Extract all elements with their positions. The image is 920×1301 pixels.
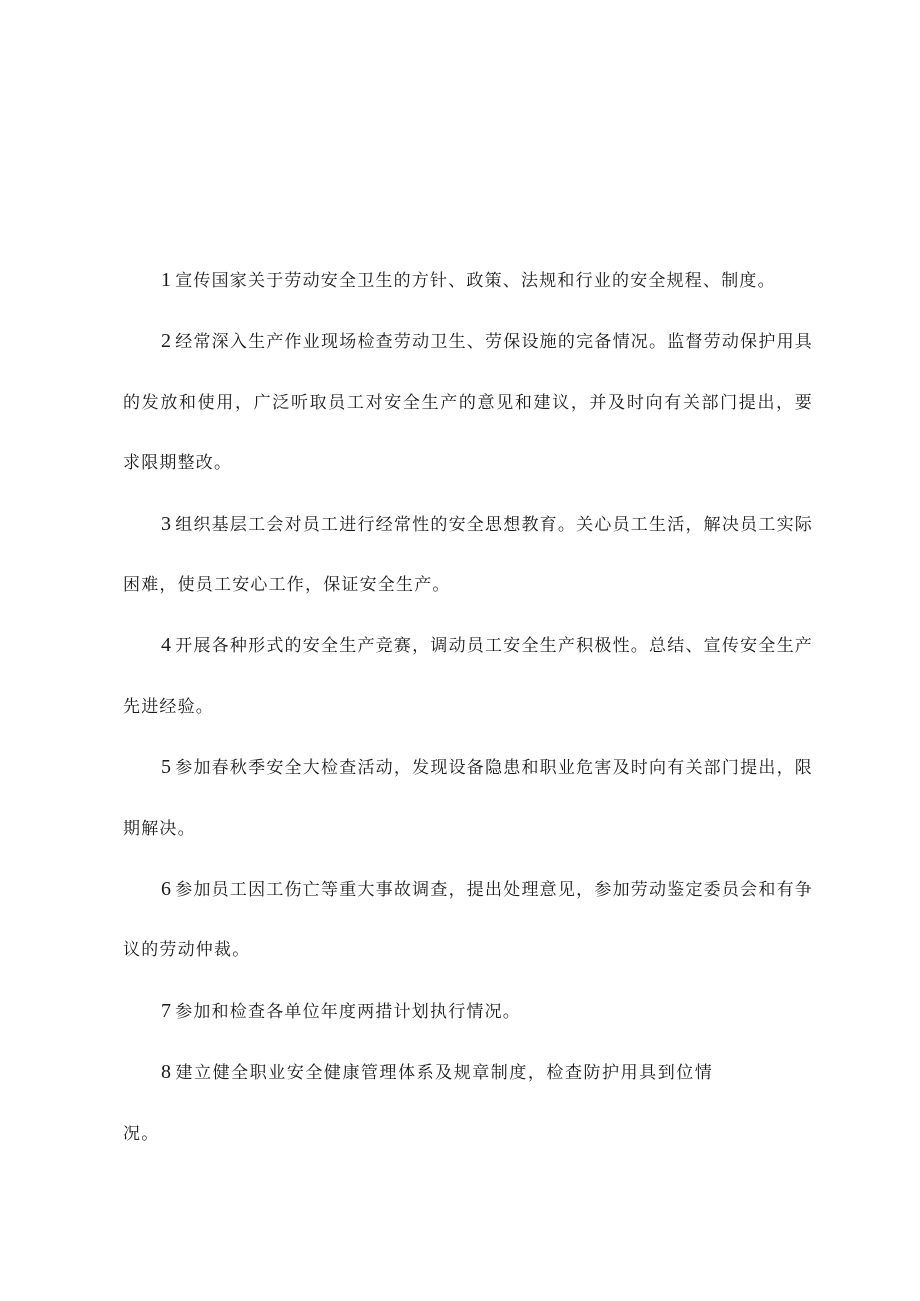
item-number: 7	[161, 999, 173, 1022]
list-item	[123, 615, 813, 737]
item-text: 宣传国家关于劳动安全卫生的方针、政策、法规和行业的安全规程、制度。	[175, 271, 776, 291]
item-number: 6	[161, 878, 173, 901]
item-number: 2	[161, 330, 173, 353]
item-text: 建立健全职业安全健康管理体系及规章制度，检查防护用具到位情况。	[123, 1063, 713, 1144]
item-number: 3	[161, 512, 173, 535]
list-item	[123, 494, 813, 616]
item-number: 5	[161, 756, 173, 779]
item-number: 1	[161, 269, 173, 291]
item-number: 8	[161, 1061, 173, 1084]
item-text: 组织基层工会对员工进行经常性的安全思想教育。关心员工生活，解决员工实际困难，使员工安心工作，保证安全生产。	[123, 514, 813, 596]
list-item	[123, 737, 813, 859]
list-item	[123, 859, 813, 981]
item-text: 经常深入生产作业现场检查劳动卫生、劳保设施的完备情况。监督劳动保护用具的发放和使用，广泛听取员工对安全生产的意见和建议，并及时向有关部门提出，要求限期整改。	[123, 332, 813, 474]
item-text: 参加员工因工伤亡等重大事故调查，提出处理意见，参加劳动鉴定委员会和有争议的劳动仲裁。	[123, 880, 813, 961]
list-item	[123, 311, 813, 493]
list-item	[123, 981, 813, 1042]
list-item	[123, 250, 813, 311]
item-text: 参加和检查各单位年度两措计划执行情况。	[175, 1001, 522, 1022]
list-item	[123, 1042, 713, 1164]
item-text: 参加春秋季安全大检查活动，发现设备隐患和职业危害及时向有关部门提出，限期解决。	[123, 758, 813, 839]
item-text: 开展各种形式的安全生产竞赛，调动员工安全生产积极性。总结、宣传安全生产先进经验。	[123, 636, 813, 717]
document-body	[123, 250, 813, 1164]
item-number: 4	[161, 634, 173, 657]
